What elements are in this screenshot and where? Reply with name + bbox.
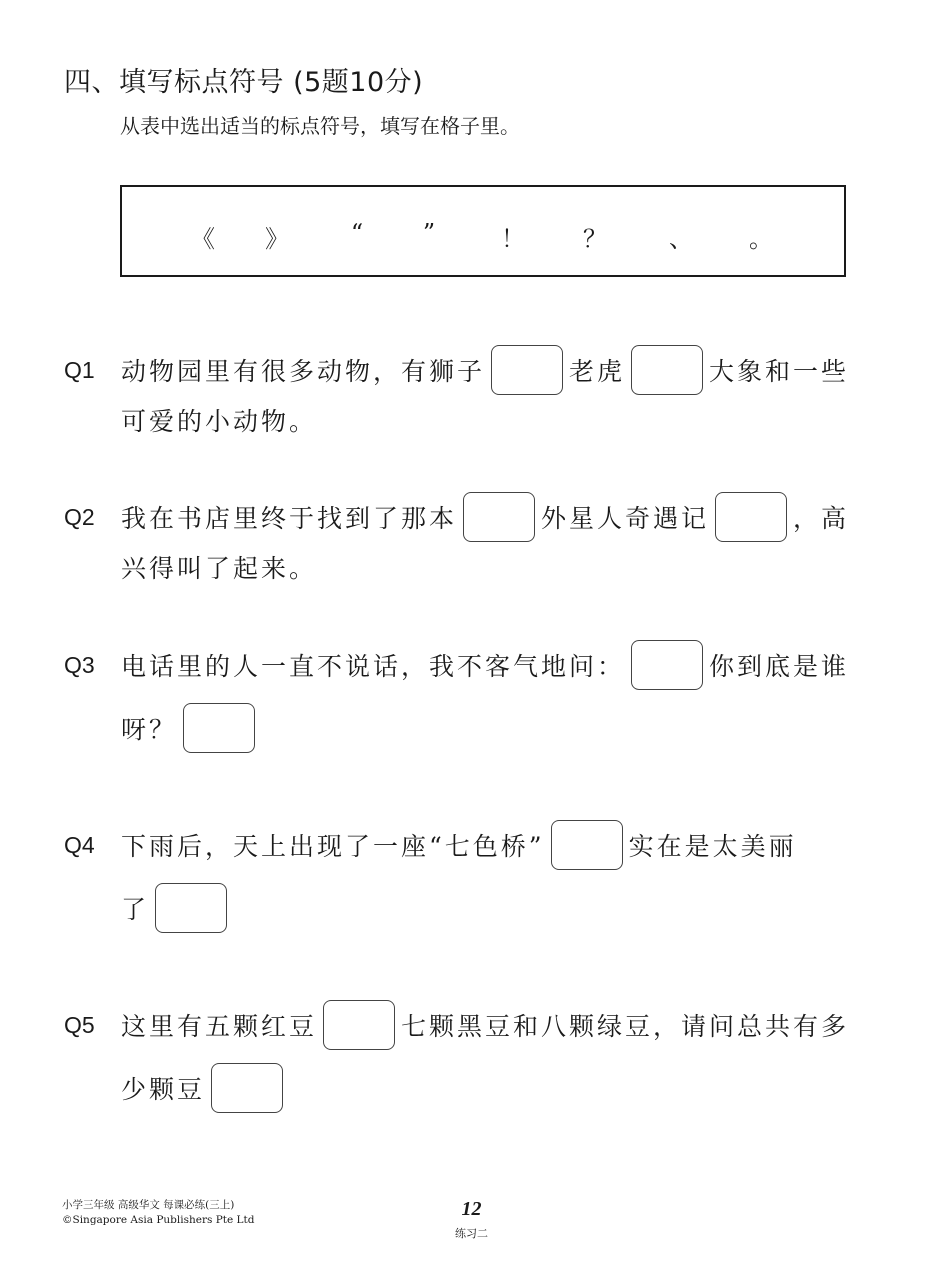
question-line — [121, 1063, 289, 1113]
answer-box[interactable] — [631, 640, 703, 690]
exercise-label: 练习二 — [455, 1227, 488, 1240]
question-text: 下雨后，天上出现了一座“七色桥” — [121, 832, 545, 861]
punctuation-option: ？ — [583, 225, 607, 253]
question-line — [121, 883, 233, 933]
question-text: 呀？ — [121, 715, 178, 744]
question-text: 少颗豆 — [121, 1075, 206, 1104]
question-text: 七颗黑豆和八颗绿豆，请问总共有多 — [401, 1012, 850, 1041]
question-text: 外星人奇遇记 — [541, 504, 710, 533]
book-title: 小学三年级 高级华文 每课必练(三上) — [62, 1199, 235, 1211]
question-text: ，高 — [793, 504, 850, 533]
punctuation-option: ！ — [501, 225, 525, 253]
question-number: Q2 — [64, 504, 95, 530]
question-line — [121, 492, 849, 542]
question-line — [121, 1000, 849, 1050]
question-number: Q4 — [64, 832, 95, 858]
answer-box[interactable] — [323, 1000, 395, 1050]
question-text: 我在书店里终于找到了那本 — [121, 504, 458, 533]
question-text: 了 — [121, 895, 150, 924]
answer-box[interactable] — [631, 345, 703, 395]
question-text: 你到底是谁 — [709, 652, 850, 681]
punctuation-options-box — [120, 185, 846, 277]
page-number: 12 — [461, 1198, 482, 1220]
punctuation-option: 。 — [749, 225, 773, 253]
question-text: 这里有五颗红豆 — [121, 1012, 318, 1041]
punctuation-option: 《 — [191, 225, 215, 253]
question-line — [121, 703, 261, 753]
question-text: 可爱的小动物。 — [121, 407, 318, 436]
question-line — [121, 640, 849, 690]
question-line — [121, 395, 317, 445]
answer-box[interactable] — [183, 703, 255, 753]
answer-box[interactable] — [155, 883, 227, 933]
punctuation-option: “ — [350, 219, 364, 247]
question-text: 实在是太美丽 — [628, 832, 797, 861]
question-number: Q1 — [64, 357, 95, 383]
answer-box[interactable] — [491, 345, 563, 395]
question-text: 大象和一些 — [709, 357, 850, 386]
answer-box[interactable] — [463, 492, 535, 542]
copyright: ©Singapore Asia Publishers Pte Ltd — [62, 1214, 255, 1226]
question-number: Q5 — [64, 1012, 95, 1038]
question-text: 动物园里有很多动物，有狮子 — [121, 357, 486, 386]
question-text: 兴得叫了起来。 — [121, 554, 318, 583]
punctuation-option: 》 — [265, 225, 289, 253]
question-text: 电话里的人一直不说话，我不客气地问： — [121, 652, 626, 681]
question-line — [121, 345, 849, 395]
question-text: 老虎 — [569, 357, 626, 386]
question-line — [121, 820, 797, 870]
section-instruction: 从表中选出适当的标点符号，填写在格子里。 — [120, 114, 520, 138]
punctuation-option: 、 — [669, 225, 693, 253]
section-title: 四、填写标点符号 (5题10分) — [64, 67, 424, 98]
question-line — [121, 542, 317, 592]
answer-box[interactable] — [715, 492, 787, 542]
answer-box[interactable] — [551, 820, 623, 870]
question-number: Q3 — [64, 652, 95, 678]
punctuation-option: ” — [422, 219, 436, 247]
answer-box[interactable] — [211, 1063, 283, 1113]
